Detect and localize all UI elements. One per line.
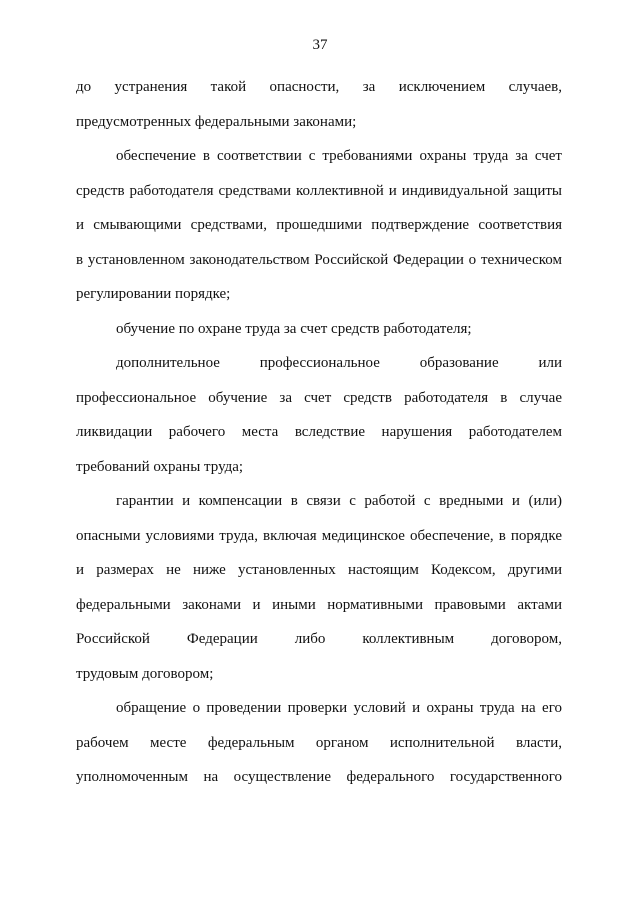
text-line: опасными условиями труда, включая медицинское обеспечение, в порядке — [76, 527, 562, 544]
text-line: федеральными законами и иными нормативными правовыми актами — [76, 596, 562, 613]
text-line: ликвидации рабочего места вследствие нарушения работодателем — [76, 424, 562, 440]
page-number: 37 — [312, 37, 328, 53]
text-line: Российской Федерации либо коллективным договором, — [76, 631, 562, 647]
text-line: до устранения такой опасности, за исключением случаев, — [76, 79, 562, 95]
text-line: обучение по охране труда за счет средств работодателя; — [116, 320, 472, 337]
body-text — [76, 70, 562, 795]
text-line: и смывающими средствами, прошедшими подтверждение соответствия — [76, 217, 562, 233]
text-line: предусмотренных федеральными законами; — [76, 113, 357, 130]
text-line: и размерах не ниже установленных настоящим Кодексом, другими — [76, 562, 562, 578]
text-line: обеспечение в соответствии с требованиями охраны труда за счет — [116, 148, 562, 164]
text-line: средств работодателя средствами коллективной и индивидуальной защиты — [76, 182, 562, 199]
text-line: гарантии и компенсации в связи с работой с вредными и (или) — [116, 493, 562, 509]
text-line: обращение о проведении проверки условий и охраны труда на его — [116, 700, 562, 716]
text-line: уполномоченным на осуществление федерального государственного — [76, 769, 562, 785]
text-line: регулировании порядке; — [76, 286, 231, 302]
text-line: дополнительное профессиональное образование или — [116, 355, 562, 371]
text-line: требований охраны труда; — [76, 458, 244, 475]
text-line: профессиональное обучение за счет средств работодателя в случае — [76, 389, 562, 406]
text-line: трудовым договором; — [76, 665, 214, 682]
text-line: рабочем месте федеральным органом исполнительной власти, — [76, 734, 562, 751]
text-line: в установленном законодательством Российской Федерации о техническом — [76, 251, 562, 268]
